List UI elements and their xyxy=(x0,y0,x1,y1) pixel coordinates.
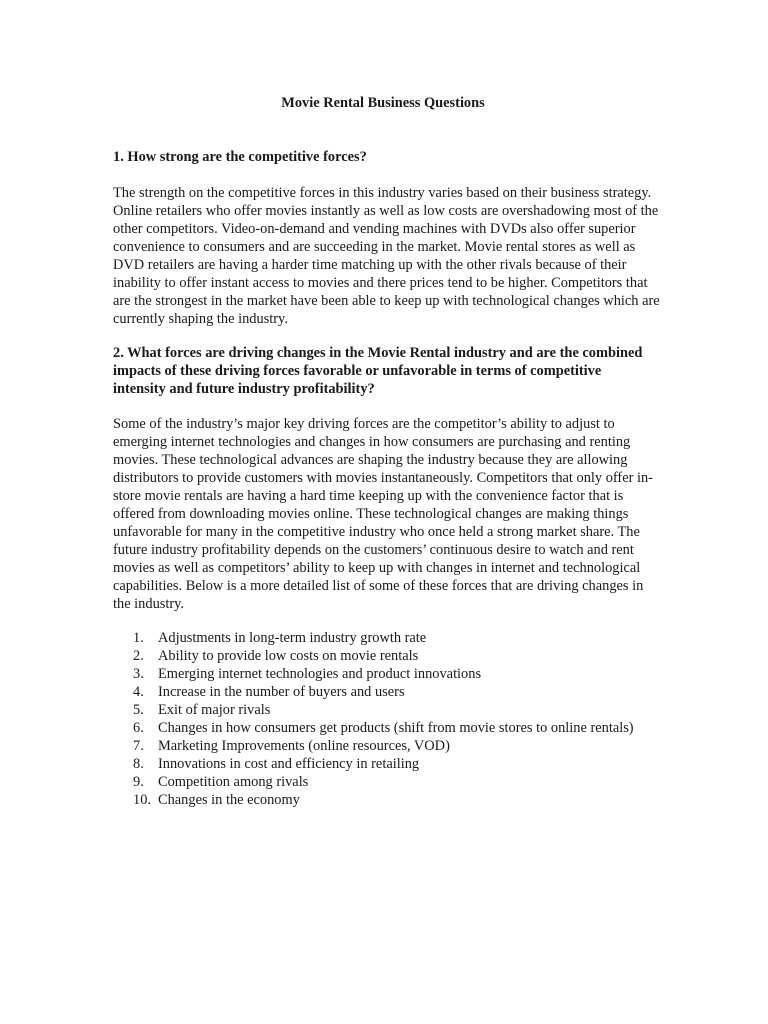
driving-forces-list xyxy=(113,629,661,809)
list-item-text: Changes in how consumers get products (shift from movie stores to online rentals) xyxy=(158,720,634,736)
list-item-number: 2. xyxy=(133,648,144,664)
list-item xyxy=(113,701,661,719)
list-item xyxy=(113,737,661,755)
list-item-text: Emerging internet technologies and product innovations xyxy=(158,666,482,682)
list-item-text: Changes in the economy xyxy=(158,792,300,808)
list-item-number: 7. xyxy=(133,738,144,754)
list-item xyxy=(113,755,661,773)
list-item xyxy=(113,773,661,791)
question-1-answer: The strength on the competitive forces in this industry varies based on their business strategy. Online retailers who offer movies instantly as well as low costs are overshadowing most of the other competitors. Video-on-demand and vending machines with DVDs also offer superior convenience to consumers and are succeeding in the market. Movie rental stores as well as DVD retailers are having a harder time matching up with the other rivals because of their inability to offer instant access to movies and there prices tend to be higher. Competitors that are the strongest in the market have been able to keep up with technological changes which are currently shaping the industry. xyxy=(113,185,660,327)
question-1-heading: 1. How strong are the competitive forces? xyxy=(113,149,367,165)
list-item-number: 5. xyxy=(133,702,144,718)
list-item xyxy=(113,683,661,701)
list-item xyxy=(113,647,661,665)
list-item xyxy=(113,665,661,683)
list-item-number: 3. xyxy=(133,666,144,682)
list-item-text: Increase in the number of buyers and users xyxy=(158,684,405,700)
list-item-text: Ability to provide low costs on movie rentals xyxy=(158,648,419,664)
list-item-number: 6. xyxy=(133,720,144,736)
list-item-text: Adjustments in long-term industry growth rate xyxy=(158,630,427,646)
list-item xyxy=(113,629,661,647)
list-item-text: Exit of major rivals xyxy=(158,702,271,718)
list-item-number: 8. xyxy=(133,756,144,772)
list-item-number: 4. xyxy=(133,684,144,700)
list-item-number: 9. xyxy=(133,774,144,790)
list-item-text: Marketing Improvements (online resources, VOD) xyxy=(158,738,450,754)
list-item xyxy=(113,719,661,737)
list-item-number: 10. xyxy=(133,792,151,808)
list-item-text: Innovations in cost and efficiency in retailing xyxy=(158,756,420,772)
list-item-text: Competition among rivals xyxy=(158,774,309,790)
list-item xyxy=(113,791,661,809)
list-item-number: 1. xyxy=(133,630,144,646)
question-2-answer: Some of the industry’s major key driving forces are the competitor’s ability to adjust to emerging internet technologies and changes in how consumers are purchasing and renting movies. These technological advances are shaping the industry because they are allowing distributors to provide customers with movies instantaneously. Competitors that only offer in-store movie rentals are having a hard time keeping up with the convenience factor that is offered from downloading movies online. These technological changes are making things unfavorable for many in the competitive industry who once held a strong market share. The future industry profitability depends on the customers’ continuous desire to watch and rent movies as well as competitors’ ability to keep up with changes in internet and technological capabilities. Below is a more detailed list of some of these forces that are driving changes in the industry. xyxy=(113,416,653,612)
document-title: Movie Rental Business Questions xyxy=(281,95,485,111)
question-2-heading: 2. What forces are driving changes in the Movie Rental industry and are the combined impacts of these driving forces favorable or unfavorable in terms of competitive intensity and future industry profitability? xyxy=(113,345,643,397)
